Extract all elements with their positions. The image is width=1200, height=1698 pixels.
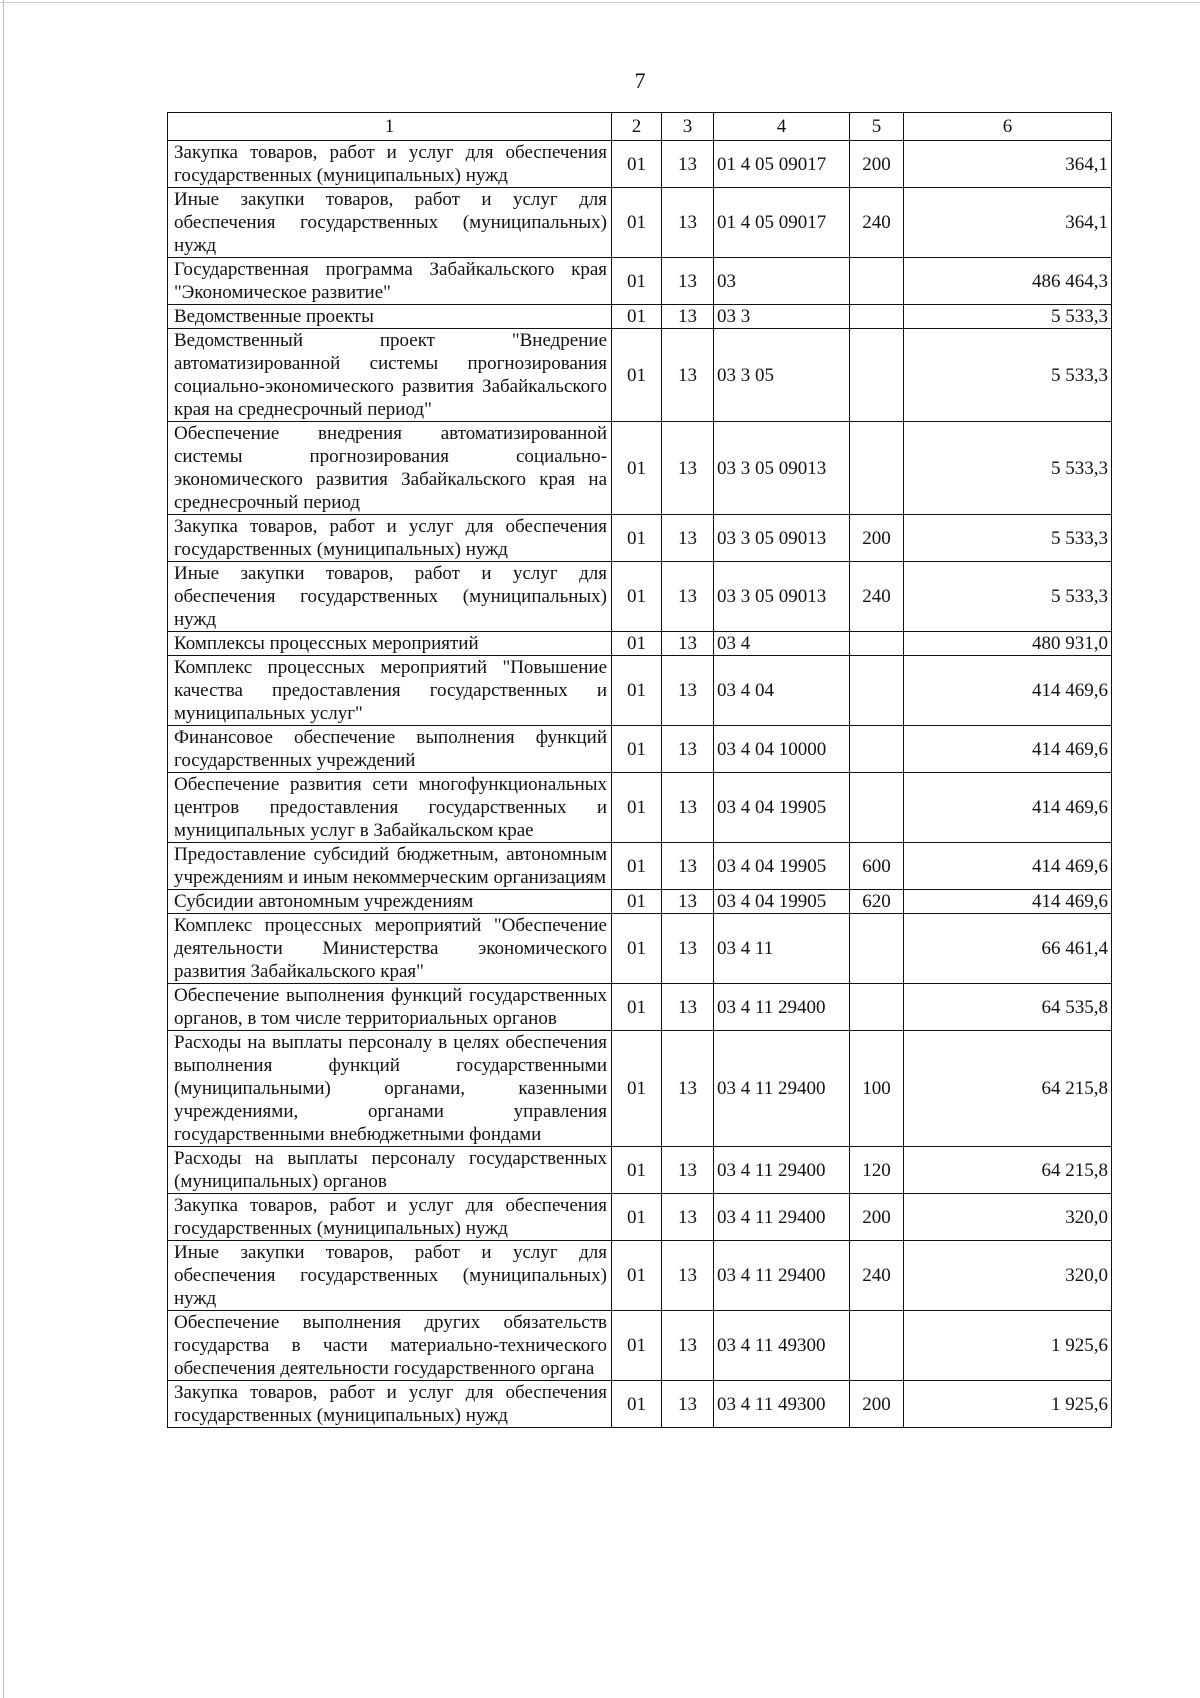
section-code: 01 xyxy=(612,1241,662,1311)
subsection-code: 13 xyxy=(662,515,714,562)
subsection-code: 13 xyxy=(662,1381,714,1428)
subsection-code: 13 xyxy=(662,1194,714,1241)
target-article-code: 03 4 04 10000 xyxy=(714,726,850,773)
subsection-code: 13 xyxy=(662,890,714,914)
amount: 5 533,3 xyxy=(904,305,1112,329)
subsection-code: 13 xyxy=(662,914,714,984)
row-name: Закупка товаров, работ и услуг для обеспечения государственных (муниципальных) нужд xyxy=(168,1194,612,1241)
table-row xyxy=(168,1147,1112,1194)
section-code: 01 xyxy=(612,1031,662,1147)
column-header: 6 xyxy=(904,113,1112,141)
amount: 1 925,6 xyxy=(904,1311,1112,1381)
row-name: Комплекс процессных мероприятий "Обеспечение деятельности Министерства экономического развития Забайкальского края" xyxy=(168,914,612,984)
section-code: 01 xyxy=(612,632,662,656)
subsection-code: 13 xyxy=(662,984,714,1031)
amount: 364,1 xyxy=(904,141,1112,188)
expense-type-code xyxy=(850,305,904,329)
section-code: 01 xyxy=(612,305,662,329)
expense-type-code xyxy=(850,632,904,656)
table-row xyxy=(168,632,1112,656)
expense-type-code xyxy=(850,984,904,1031)
section-code: 01 xyxy=(612,562,662,632)
table-row xyxy=(168,1031,1112,1147)
section-code: 01 xyxy=(612,726,662,773)
budget-table xyxy=(167,112,1112,1428)
expense-type-code: 200 xyxy=(850,1194,904,1241)
amount: 414 469,6 xyxy=(904,843,1112,890)
section-code: 01 xyxy=(612,141,662,188)
table-row xyxy=(168,984,1112,1031)
column-header: 1 xyxy=(168,113,612,141)
subsection-code: 13 xyxy=(662,843,714,890)
row-name: Иные закупки товаров, работ и услуг для обеспечения государственных (муниципальных) нужд xyxy=(168,562,612,632)
amount: 480 931,0 xyxy=(904,632,1112,656)
table-row xyxy=(168,329,1112,422)
section-code: 01 xyxy=(612,1381,662,1428)
expense-type-code: 240 xyxy=(850,1241,904,1311)
expense-type-code: 200 xyxy=(850,141,904,188)
expense-type-code: 240 xyxy=(850,562,904,632)
amount: 414 469,6 xyxy=(904,726,1112,773)
expense-type-code: 200 xyxy=(850,515,904,562)
expense-type-code xyxy=(850,656,904,726)
table-row xyxy=(168,188,1112,258)
amount: 5 533,3 xyxy=(904,329,1112,422)
expense-type-code xyxy=(850,258,904,305)
amount: 64 215,8 xyxy=(904,1147,1112,1194)
target-article-code: 03 3 05 09013 xyxy=(714,562,850,632)
section-code: 01 xyxy=(612,1311,662,1381)
subsection-code: 13 xyxy=(662,141,714,188)
expense-type-code: 620 xyxy=(850,890,904,914)
section-code: 01 xyxy=(612,188,662,258)
table-row xyxy=(168,656,1112,726)
table-row xyxy=(168,258,1112,305)
subsection-code: 13 xyxy=(662,1241,714,1311)
table-body xyxy=(168,141,1112,1428)
table-row xyxy=(168,422,1112,515)
table-row xyxy=(168,843,1112,890)
row-name: Комплекс процессных мероприятий "Повышение качества предоставления государственных и муниципальных услуг" xyxy=(168,656,612,726)
scan-edge xyxy=(3,0,4,1698)
table-row xyxy=(168,515,1112,562)
subsection-code: 13 xyxy=(662,1031,714,1147)
subsection-code: 13 xyxy=(662,726,714,773)
subsection-code: 13 xyxy=(662,1311,714,1381)
table-row xyxy=(168,773,1112,843)
amount: 1 925,6 xyxy=(904,1381,1112,1428)
row-name: Финансовое обеспечение выполнения функций государственных учреждений xyxy=(168,726,612,773)
amount: 64 215,8 xyxy=(904,1031,1112,1147)
row-name: Комплексы процессных мероприятий xyxy=(168,632,612,656)
subsection-code: 13 xyxy=(662,562,714,632)
page-number: 7 xyxy=(634,68,646,93)
amount: 66 461,4 xyxy=(904,914,1112,984)
target-article-code: 03 4 11 xyxy=(714,914,850,984)
target-article-code: 03 xyxy=(714,258,850,305)
target-article-code: 03 4 04 xyxy=(714,656,850,726)
subsection-code: 13 xyxy=(662,632,714,656)
subsection-code: 13 xyxy=(662,258,714,305)
row-name: Государственная программа Забайкальского края "Экономическое развитие" xyxy=(168,258,612,305)
row-name: Ведомственный проект "Внедрение автоматизированной системы прогнозирования социально-экономического развития Забайкальского края на среднесрочный период" xyxy=(168,329,612,422)
amount: 320,0 xyxy=(904,1241,1112,1311)
table-row xyxy=(168,1311,1112,1381)
target-article-code: 03 4 xyxy=(714,632,850,656)
expense-type-code: 100 xyxy=(850,1031,904,1147)
amount: 486 464,3 xyxy=(904,258,1112,305)
expense-type-code xyxy=(850,726,904,773)
table-row xyxy=(168,141,1112,188)
row-name: Иные закупки товаров, работ и услуг для обеспечения государственных (муниципальных) нужд xyxy=(168,1241,612,1311)
amount: 414 469,6 xyxy=(904,890,1112,914)
target-article-code: 03 3 05 xyxy=(714,329,850,422)
section-code: 01 xyxy=(612,984,662,1031)
section-code: 01 xyxy=(612,422,662,515)
expense-type-code: 600 xyxy=(850,843,904,890)
target-article-code: 03 4 11 29400 xyxy=(714,1194,850,1241)
expense-type-code xyxy=(850,773,904,843)
expense-type-code xyxy=(850,914,904,984)
row-name: Обеспечение выполнения функций государственных органов, в том числе территориальных органов xyxy=(168,984,612,1031)
row-name: Субсидии автономным учреждениям xyxy=(168,890,612,914)
row-name: Закупка товаров, работ и услуг для обеспечения государственных (муниципальных) нужд xyxy=(168,141,612,188)
column-header: 2 xyxy=(612,113,662,141)
amount: 320,0 xyxy=(904,1194,1112,1241)
section-code: 01 xyxy=(612,1194,662,1241)
table-row xyxy=(168,305,1112,329)
amount: 64 535,8 xyxy=(904,984,1112,1031)
target-article-code: 03 3 xyxy=(714,305,850,329)
amount: 414 469,6 xyxy=(904,656,1112,726)
target-article-code: 03 4 11 29400 xyxy=(714,1147,850,1194)
target-article-code: 03 4 11 49300 xyxy=(714,1311,850,1381)
expense-type-code xyxy=(850,1311,904,1381)
expense-type-code: 200 xyxy=(850,1381,904,1428)
amount: 5 533,3 xyxy=(904,515,1112,562)
subsection-code: 13 xyxy=(662,305,714,329)
subsection-code: 13 xyxy=(662,656,714,726)
target-article-code: 03 4 11 29400 xyxy=(714,1241,850,1311)
section-code: 01 xyxy=(612,258,662,305)
row-name: Ведомственные проекты xyxy=(168,305,612,329)
table-row xyxy=(168,914,1112,984)
table-row xyxy=(168,1194,1112,1241)
column-header: 5 xyxy=(850,113,904,141)
table-row xyxy=(168,1381,1112,1428)
section-code: 01 xyxy=(612,1147,662,1194)
section-code: 01 xyxy=(612,843,662,890)
table-row xyxy=(168,726,1112,773)
target-article-code: 03 3 05 09013 xyxy=(714,515,850,562)
expense-type-code: 120 xyxy=(850,1147,904,1194)
row-name: Закупка товаров, работ и услуг для обеспечения государственных (муниципальных) нужд xyxy=(168,1381,612,1428)
subsection-code: 13 xyxy=(662,329,714,422)
section-code: 01 xyxy=(612,890,662,914)
target-article-code: 03 4 11 29400 xyxy=(714,1031,850,1147)
row-name: Иные закупки товаров, работ и услуг для обеспечения государственных (муниципальных) нужд xyxy=(168,188,612,258)
subsection-code: 13 xyxy=(662,773,714,843)
section-code: 01 xyxy=(612,515,662,562)
target-article-code: 01 4 05 09017 xyxy=(714,188,850,258)
row-name: Закупка товаров, работ и услуг для обеспечения государственных (муниципальных) нужд xyxy=(168,515,612,562)
target-article-code: 03 3 05 09013 xyxy=(714,422,850,515)
row-name: Обеспечение развития сети многофункциональных центров предоставления государственных и муниципальных услуг в Забайкальском крае xyxy=(168,773,612,843)
expense-type-code: 240 xyxy=(850,188,904,258)
expense-type-code xyxy=(850,329,904,422)
column-header: 3 xyxy=(662,113,714,141)
table-header-row xyxy=(168,113,1112,141)
table-row xyxy=(168,562,1112,632)
target-article-code: 01 4 05 09017 xyxy=(714,141,850,188)
subsection-code: 13 xyxy=(662,188,714,258)
amount: 414 469,6 xyxy=(904,773,1112,843)
amount: 5 533,3 xyxy=(904,562,1112,632)
amount: 5 533,3 xyxy=(904,422,1112,515)
target-article-code: 03 4 04 19905 xyxy=(714,843,850,890)
row-name: Предоставление субсидий бюджетным, автономным учреждениям и иным некоммерческим организациям xyxy=(168,843,612,890)
row-name: Расходы на выплаты персоналу в целях обеспечения выполнения функций государственными (муниципальными) органами, казенными учреждениями, органами управления государственными внебюджетными фондами xyxy=(168,1031,612,1147)
table-row xyxy=(168,890,1112,914)
target-article-code: 03 4 11 29400 xyxy=(714,984,850,1031)
table-row xyxy=(168,1241,1112,1311)
column-header: 4 xyxy=(714,113,850,141)
scan-edge xyxy=(0,2,1200,3)
section-code: 01 xyxy=(612,329,662,422)
subsection-code: 13 xyxy=(662,1147,714,1194)
target-article-code: 03 4 04 19905 xyxy=(714,890,850,914)
subsection-code: 13 xyxy=(662,422,714,515)
row-name: Расходы на выплаты персоналу государственных (муниципальных) органов xyxy=(168,1147,612,1194)
row-name: Обеспечение внедрения автоматизированной системы прогнозирования социально-экономического развития Забайкальского края на среднесрочный период xyxy=(168,422,612,515)
section-code: 01 xyxy=(612,914,662,984)
expense-type-code xyxy=(850,422,904,515)
target-article-code: 03 4 04 19905 xyxy=(714,773,850,843)
section-code: 01 xyxy=(612,656,662,726)
section-code: 01 xyxy=(612,773,662,843)
amount: 364,1 xyxy=(904,188,1112,258)
target-article-code: 03 4 11 49300 xyxy=(714,1381,850,1428)
row-name: Обеспечение выполнения других обязательств государства в части материально-технического обеспечения деятельности государственного органа xyxy=(168,1311,612,1381)
